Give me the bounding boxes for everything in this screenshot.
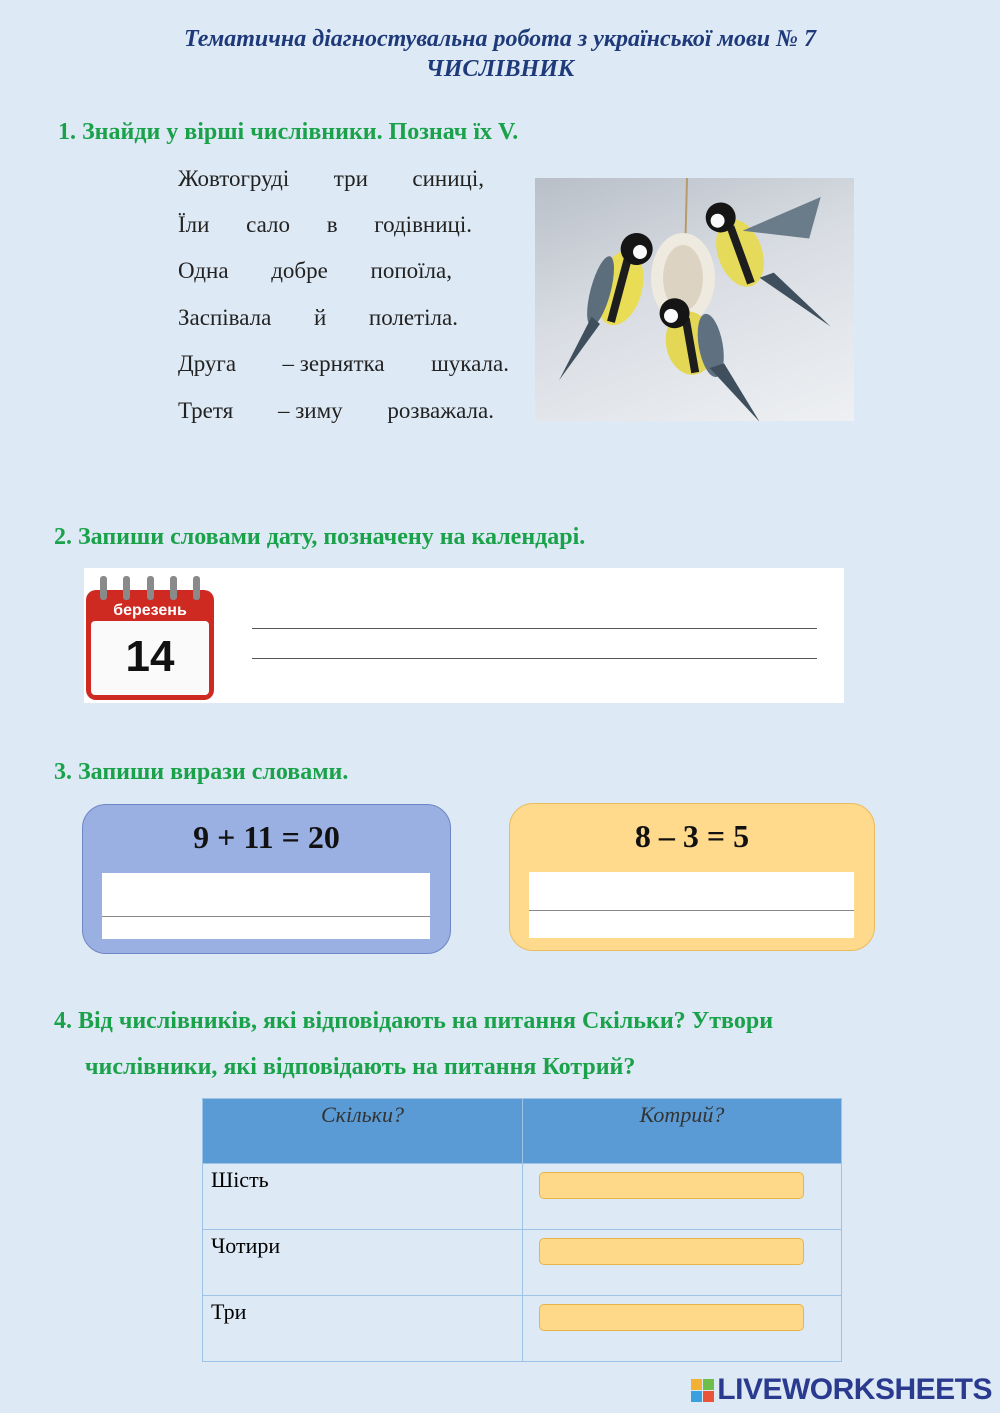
ordinal-input[interactable] bbox=[539, 1304, 804, 1331]
expression-card-1 bbox=[82, 804, 451, 954]
task1-title bbox=[58, 119, 518, 146]
poem-word[interactable]: Третя bbox=[178, 398, 234, 423]
task2-title bbox=[54, 524, 585, 551]
cardinal-cell: Три bbox=[203, 1296, 523, 1362]
task1-number: 1. bbox=[58, 119, 76, 145]
poem-word[interactable]: синиці, bbox=[412, 166, 484, 191]
poem-word[interactable]: добре bbox=[271, 258, 328, 283]
liveworksheets-text: LIVEWORKSHEETS bbox=[717, 1373, 992, 1406]
table-row bbox=[203, 1230, 842, 1296]
calendar-day: 14 bbox=[125, 632, 175, 681]
date-answer-line-1[interactable] bbox=[252, 628, 817, 629]
poem-word[interactable]: Їли bbox=[178, 212, 210, 237]
table-row bbox=[203, 1296, 842, 1362]
page-title: Тематична діагностувальна робота з української мови № 7 bbox=[183, 26, 817, 52]
ordinal-cell bbox=[523, 1230, 842, 1296]
titmice-photo bbox=[535, 178, 854, 421]
date-answer-line-2[interactable] bbox=[252, 658, 817, 659]
poem-word[interactable]: годівниці. bbox=[374, 212, 472, 237]
poem-line-6[interactable] bbox=[178, 398, 494, 424]
calendar-month: березень bbox=[113, 602, 187, 619]
poem-line-3[interactable] bbox=[178, 258, 452, 284]
calendar-icon bbox=[86, 576, 214, 702]
poem-word[interactable]: полетіла. bbox=[368, 305, 458, 330]
poem-word[interactable]: – зиму bbox=[277, 398, 343, 423]
titmice-illustration bbox=[535, 178, 854, 421]
expression-card-2 bbox=[509, 803, 875, 951]
expression-1: 9 + 11 = 20 bbox=[193, 819, 340, 855]
poem-word[interactable]: Заспівала bbox=[178, 305, 272, 330]
ordinal-table bbox=[202, 1098, 842, 1362]
table-row bbox=[203, 1164, 842, 1230]
ordinal-input[interactable] bbox=[539, 1172, 804, 1199]
poem-word[interactable]: Одна bbox=[178, 258, 229, 283]
expression-2: 8 – 3 = 5 bbox=[634, 818, 750, 854]
poem-line-4[interactable] bbox=[178, 305, 458, 331]
poem-line-1[interactable] bbox=[178, 166, 484, 192]
ordinal-cell bbox=[523, 1164, 842, 1230]
poem-word[interactable]: – зернятка bbox=[282, 351, 385, 376]
poem-line-2[interactable] bbox=[178, 212, 472, 238]
task4-title-line1 bbox=[54, 1008, 773, 1035]
cardinal-cell: Шість bbox=[203, 1164, 523, 1230]
poem-word[interactable]: три bbox=[333, 166, 368, 191]
task4-title-line2: числівники, які відповідають на питання Котрий? bbox=[85, 1054, 636, 1080]
cardinal-cell: Чотири bbox=[203, 1230, 523, 1296]
task2-text: Запиши словами дату, позначену на календарі. bbox=[78, 524, 586, 550]
task1-text: Знайди у вірші числівники. Познач їх V. bbox=[82, 119, 519, 145]
column-header-kotryi: Котрий? bbox=[523, 1099, 842, 1164]
ordinal-cell bbox=[523, 1296, 842, 1362]
task2-number: 2. bbox=[54, 524, 72, 550]
ordinal-input[interactable] bbox=[539, 1238, 804, 1265]
liveworksheets-logo[interactable] bbox=[691, 1373, 992, 1407]
expression-2-answer[interactable] bbox=[529, 872, 854, 938]
task3-title bbox=[54, 759, 348, 786]
poem-word[interactable]: в bbox=[326, 212, 338, 237]
page-subtitle: ЧИСЛІВНИК bbox=[425, 56, 575, 82]
poem-word[interactable]: попоїла, bbox=[370, 258, 452, 283]
task4-text-line1: Від числівників, які відповідають на питання Скільки? Утвори bbox=[78, 1008, 774, 1034]
column-header-skilky: Скільки? bbox=[203, 1099, 523, 1164]
poem-word[interactable]: Друга bbox=[178, 351, 237, 376]
task3-text: Запиши вирази словами. bbox=[78, 759, 349, 785]
task3-number: 3. bbox=[54, 759, 72, 785]
expression-1-answer[interactable] bbox=[102, 873, 430, 939]
task4-number: 4. bbox=[54, 1008, 72, 1034]
poem-word[interactable]: сало bbox=[246, 212, 291, 237]
poem-word[interactable]: шукала. bbox=[431, 351, 509, 376]
poem-word[interactable]: розважала. bbox=[387, 398, 494, 423]
poem-word[interactable]: й bbox=[313, 305, 327, 330]
liveworksheets-icon bbox=[691, 1379, 714, 1402]
poem-line-5[interactable] bbox=[178, 351, 509, 377]
calendar-panel bbox=[84, 568, 844, 703]
poem-word[interactable]: Жовтогруді bbox=[178, 166, 290, 191]
